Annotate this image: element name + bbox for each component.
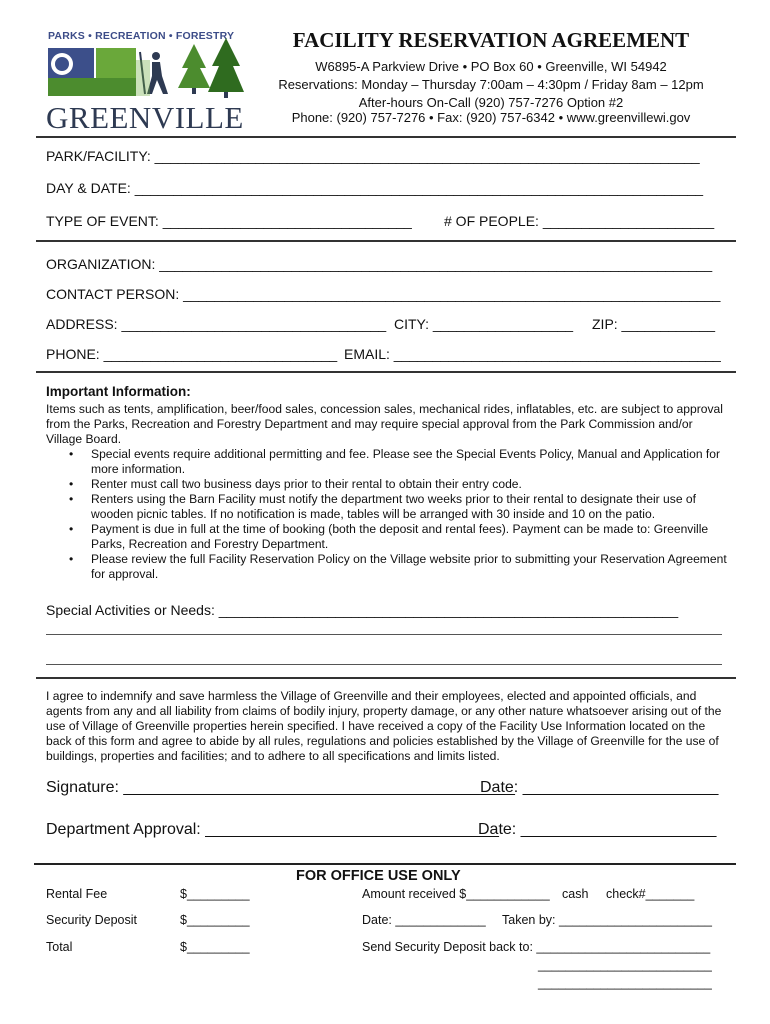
zip-field[interactable]: ZIP: ____________ <box>592 316 715 332</box>
logo-graphic <box>44 38 250 104</box>
divider <box>36 371 736 373</box>
park-facility-field[interactable]: PARK/FACILITY: ______________________________________________________________________ <box>46 148 700 164</box>
contact-person-field[interactable]: CONTACT PERSON: _____________________________________________________________________ <box>46 286 721 302</box>
page-title: FACILITY RESERVATION AGREEMENT <box>292 28 690 52</box>
divider <box>36 240 736 242</box>
office-date-field[interactable]: Date: _____________ <box>362 913 486 927</box>
bullet-icon: • <box>69 552 74 566</box>
department-approval-field[interactable]: Department Approval: _________________________________ <box>46 821 499 838</box>
send-deposit-field[interactable]: Send Security Deposit back to: _________________________ <box>362 940 711 954</box>
list-item: • Renter must call two business days prior to their rental to obtain their entry code. <box>69 477 522 491</box>
cash-label: cash <box>562 887 589 901</box>
rental-fee-field[interactable]: $_________ <box>180 887 250 901</box>
special-activities-field[interactable]: Special Activities or Needs: ___________________________________________________________ <box>46 602 679 618</box>
office-use-heading: FOR OFFICE USE ONLY <box>296 868 461 884</box>
agreement-text: I agree to indemnify and save harmless the Village of Greenville and their employees, elected and appointed officials, and agents from any and all liability from claims of bodily injury, property damage, or any other nature whatsoever arising out of the use of Village of Greenville properties herein specified. I have received a copy of the Facility Use Information located on the back of this form and agree to abide by all rules, regulations and policies established by the Village of Greenville for the use of buildings, properties and facilities; and to adhere to all specifications and limits listed. <box>46 689 722 763</box>
approval-date-field[interactable]: Date: ______________________ <box>478 821 717 838</box>
city-field[interactable]: CITY: __________________ <box>394 316 574 332</box>
security-deposit-label: Security Deposit <box>46 913 138 927</box>
rental-fee-label: Rental Fee <box>46 887 108 901</box>
send-deposit-line[interactable]: _________________________ <box>538 976 712 990</box>
bullet-icon: • <box>69 447 74 461</box>
phone-field[interactable]: PHONE: ______________________________ <box>46 346 338 362</box>
divider <box>34 863 736 865</box>
total-label: Total <box>46 940 73 954</box>
header-address: W6895-A Parkview Drive • PO Box 60 • Greenville, WI 54942 <box>315 59 667 74</box>
bullet-icon: • <box>69 522 74 536</box>
bullet-icon: • <box>69 477 74 491</box>
security-deposit-field[interactable]: $_________ <box>180 913 250 927</box>
divider <box>36 136 736 138</box>
total-field[interactable]: $_________ <box>180 940 250 954</box>
taken-by-field[interactable]: Taken by: ______________________ <box>502 913 712 927</box>
amount-received-field[interactable]: Amount received $____________ <box>362 887 550 901</box>
list-item: • Renters using the Barn Facility must notify the department two weeks prior to their rental to designate their use of wooden picnic tables. If no notification is made, tables will be arranged with 30 inside and 10 on the patio. <box>69 492 696 521</box>
important-heading: Important Information: <box>46 384 191 399</box>
list-item: • Payment is due in full at the time of booking (both the deposit and rental fees). Payment can be made to: Greenville Parks, Recreation and Forestry Department. <box>69 522 709 551</box>
special-activities-line[interactable] <box>46 664 722 665</box>
email-field[interactable]: EMAIL: __________________________________________ <box>344 346 721 362</box>
header-contact: Phone: (920) 757-7276 • Fax: (920) 757-6342 • www.greenvillewi.gov <box>291 110 691 125</box>
list-item: • Please review the full Facility Reservation Policy on the Village website prior to submitting your Reservation Agreement for approval. <box>69 552 727 581</box>
num-people-field[interactable]: # OF PEOPLE: ______________________ <box>444 213 715 229</box>
header-after-hours: After-hours On-Call (920) 757-7276 Option #2 <box>358 95 624 110</box>
divider <box>36 677 736 679</box>
important-intro: Items such as tents, amplification, beer/food sales, concession sales, mechanical rides, inflatables, etc. are subject to approval from the Parks, Recreation and Forestry Department and may require special approval from the Park Commission and/or Village Board. <box>46 402 723 446</box>
signature-date-field[interactable]: Date: ______________________ <box>480 779 719 796</box>
list-item: • Special events require additional permitting and fee. Please see the Special Events Policy, Manual and Application for more information. <box>69 447 721 476</box>
greenville-logo <box>44 28 250 135</box>
logo-wordmark: GREENVILLE <box>46 100 244 135</box>
bullet-icon: • <box>69 492 74 506</box>
signature-field[interactable]: Signature: ____________________________________________ <box>46 779 515 796</box>
type-of-event-field[interactable]: TYPE OF EVENT: ________________________________ <box>46 213 412 229</box>
check-field[interactable]: check#_______ <box>606 887 695 901</box>
logo-top-text: PARKS • RECREATION • FORESTRY <box>48 30 235 42</box>
day-date-field[interactable]: DAY & DATE: _________________________________________________________________________ <box>46 180 704 196</box>
send-deposit-line[interactable]: _________________________ <box>538 958 712 972</box>
organization-field[interactable]: ORGANIZATION: _______________________________________________________________________ <box>46 256 713 272</box>
header-reservations: Reservations: Monday – Thursday 7:00am – 4:30pm / Friday 8am – 12pm <box>278 77 704 92</box>
special-activities-line[interactable] <box>46 634 722 635</box>
address-field[interactable]: ADDRESS: __________________________________ <box>46 316 387 332</box>
important-list <box>46 447 736 582</box>
